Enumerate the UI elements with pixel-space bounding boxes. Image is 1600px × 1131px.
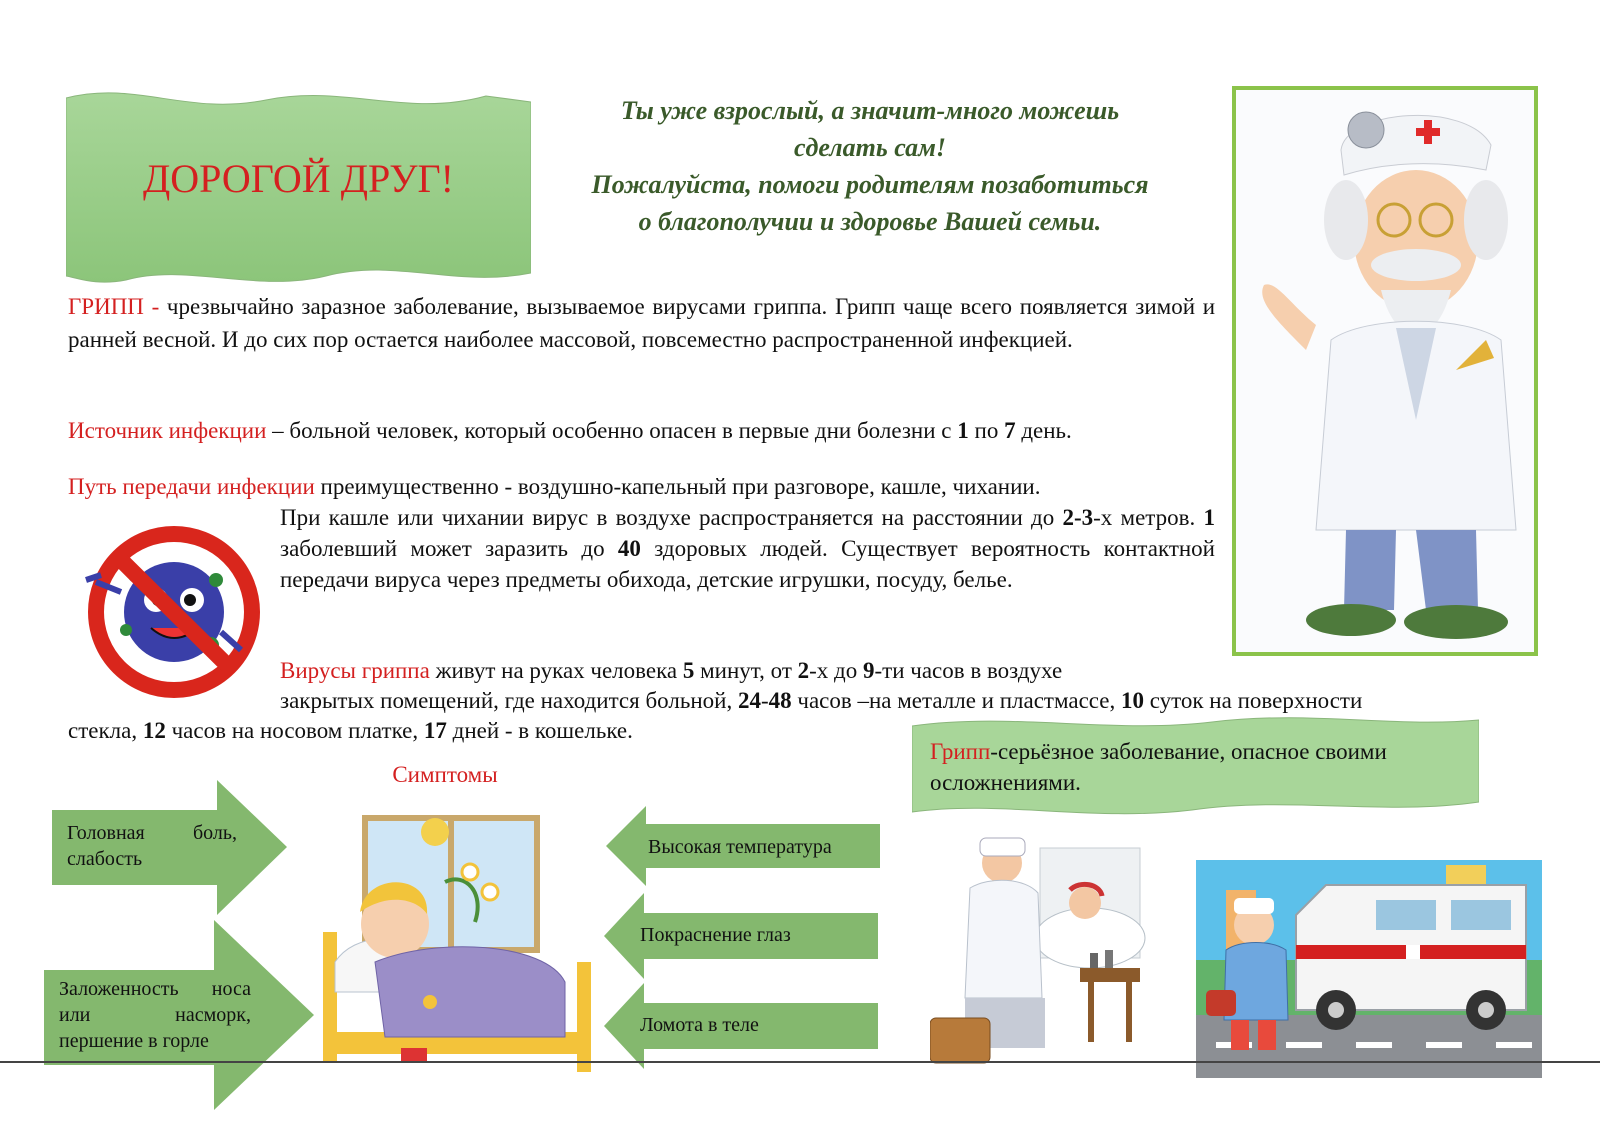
transmission-paragraph [280, 502, 1215, 595]
transmission-one: 1 [1203, 505, 1216, 530]
symptom-eyes: Покраснение глаз [640, 924, 791, 946]
symptom-headache: Головная боль, слабость [67, 822, 237, 870]
transmission-contact-text: здоровых людей. Существует вероятность контактной передачи вируса через предметы обихода, детские игрушки, посуду, белье. [280, 536, 1215, 592]
greeting-title: ДОРОГОЙ ДРУГ! [143, 156, 454, 201]
symptom-aches: Ломота в теле [640, 1014, 759, 1036]
intro-line-1: Ты уже взрослый, а значит-много можешь [620, 96, 1120, 125]
flu-paragraph [68, 290, 1215, 356]
source-term: Источник инфекции [68, 418, 267, 443]
viruses-glass-days: 10 [1120, 688, 1144, 713]
viruses-metal-to: 48 [768, 688, 792, 713]
transmission-distance-text: При кашле или чихании вирус в воздухе распространяется на расстоянии до [280, 505, 1055, 530]
source-paragraph [68, 414, 1248, 447]
symptoms-title: Симптомы [392, 762, 498, 787]
viruses-line-3 [68, 714, 633, 747]
intro-line-3: Пожалуйста, помоги родителям позаботиться [591, 170, 1149, 199]
viruses-hands-minutes: 5 [682, 658, 695, 683]
transmission-term: Путь передачи инфекции [68, 474, 315, 499]
doctor-frame [1232, 86, 1538, 656]
transmission-line [68, 470, 1215, 503]
doctor-visit-illustration [930, 828, 1160, 1078]
intro-line-4: о благополучии и здоровье Вашей семьи. [638, 207, 1102, 236]
sick-child-illustration [315, 812, 605, 1082]
ambulance-illustration [1196, 860, 1542, 1078]
viruses-metal-from: 24 [737, 688, 761, 713]
viruses-handkerchief-hours: 12 [142, 718, 166, 743]
viruses-hands-text: живут на руках человека [435, 658, 678, 683]
source-text: – больной человек, который особенно опасен в первые дни болезни с [272, 418, 952, 443]
intro-line-2: сделать сам! [793, 133, 947, 162]
source-text-by: по [974, 418, 999, 443]
viruses-glass-text: стекла, [68, 718, 138, 743]
source-day-from: 1 [957, 418, 969, 443]
viruses-metal-text: часов –на металле и пластмассе, [797, 688, 1116, 713]
transmission-can-infect: заболевший может заразить до [280, 536, 605, 561]
viruses-line-1 [280, 654, 1062, 687]
warning-term: Грипп [930, 739, 991, 764]
viruses-minutes-from: минут, от [700, 658, 792, 683]
intro-text [540, 92, 1200, 240]
symptom-fever: Высокая температура [648, 836, 832, 858]
viruses-air-to-text: -х до [809, 658, 858, 683]
viruses-dash: - [760, 688, 769, 713]
source-day-to: 7 [1004, 418, 1016, 443]
viruses-air-text: -ти часов в воздухе [874, 658, 1063, 683]
flu-term: ГРИПП - [68, 294, 160, 319]
warning-text [930, 736, 1465, 798]
viruses-wallet-text: дней - в кошельке. [452, 718, 633, 743]
viruses-air-to: 9 [863, 658, 875, 683]
doctor-illustration [1236, 90, 1534, 652]
flu-text: чрезвычайно заразное заболевание, вызываемое вирусами гриппа. Грипп чаще всего появляется зимой и ранней весной. И до сих пор остается наиболее массовой, повсеместно распространенной инфекцией. [68, 294, 1216, 352]
viruses-surface-text: суток на поверхности [1149, 688, 1363, 713]
viruses-wallet-days: 17 [423, 718, 447, 743]
transmission-distance: 2-3 [1062, 505, 1094, 530]
viruses-line-2 [280, 684, 1362, 717]
viruses-handkerchief-text: часов на носовом платке, [171, 718, 419, 743]
transmission-forty: 40 [617, 536, 641, 561]
transmission-meters: -х метров. [1093, 505, 1196, 530]
viruses-air-from: 2 [797, 658, 810, 683]
no-virus-icon [66, 520, 266, 705]
viruses-term: Вирусы гриппа [280, 658, 430, 683]
viruses-rooms-text: закрытых помещений, где находится больной, [280, 688, 733, 713]
symptom-nose: Заложенность носа или насморк, першение в горле [59, 978, 251, 1052]
bottom-divider [0, 1061, 1600, 1063]
transmission-text: преимущественно - воздушно-капельный при разговоре, кашле, чихании. [320, 474, 1041, 499]
source-text-end: день. [1021, 418, 1072, 443]
warning-body: -серьёзное заболевание, опасное своими осложнениями. [930, 739, 1387, 795]
